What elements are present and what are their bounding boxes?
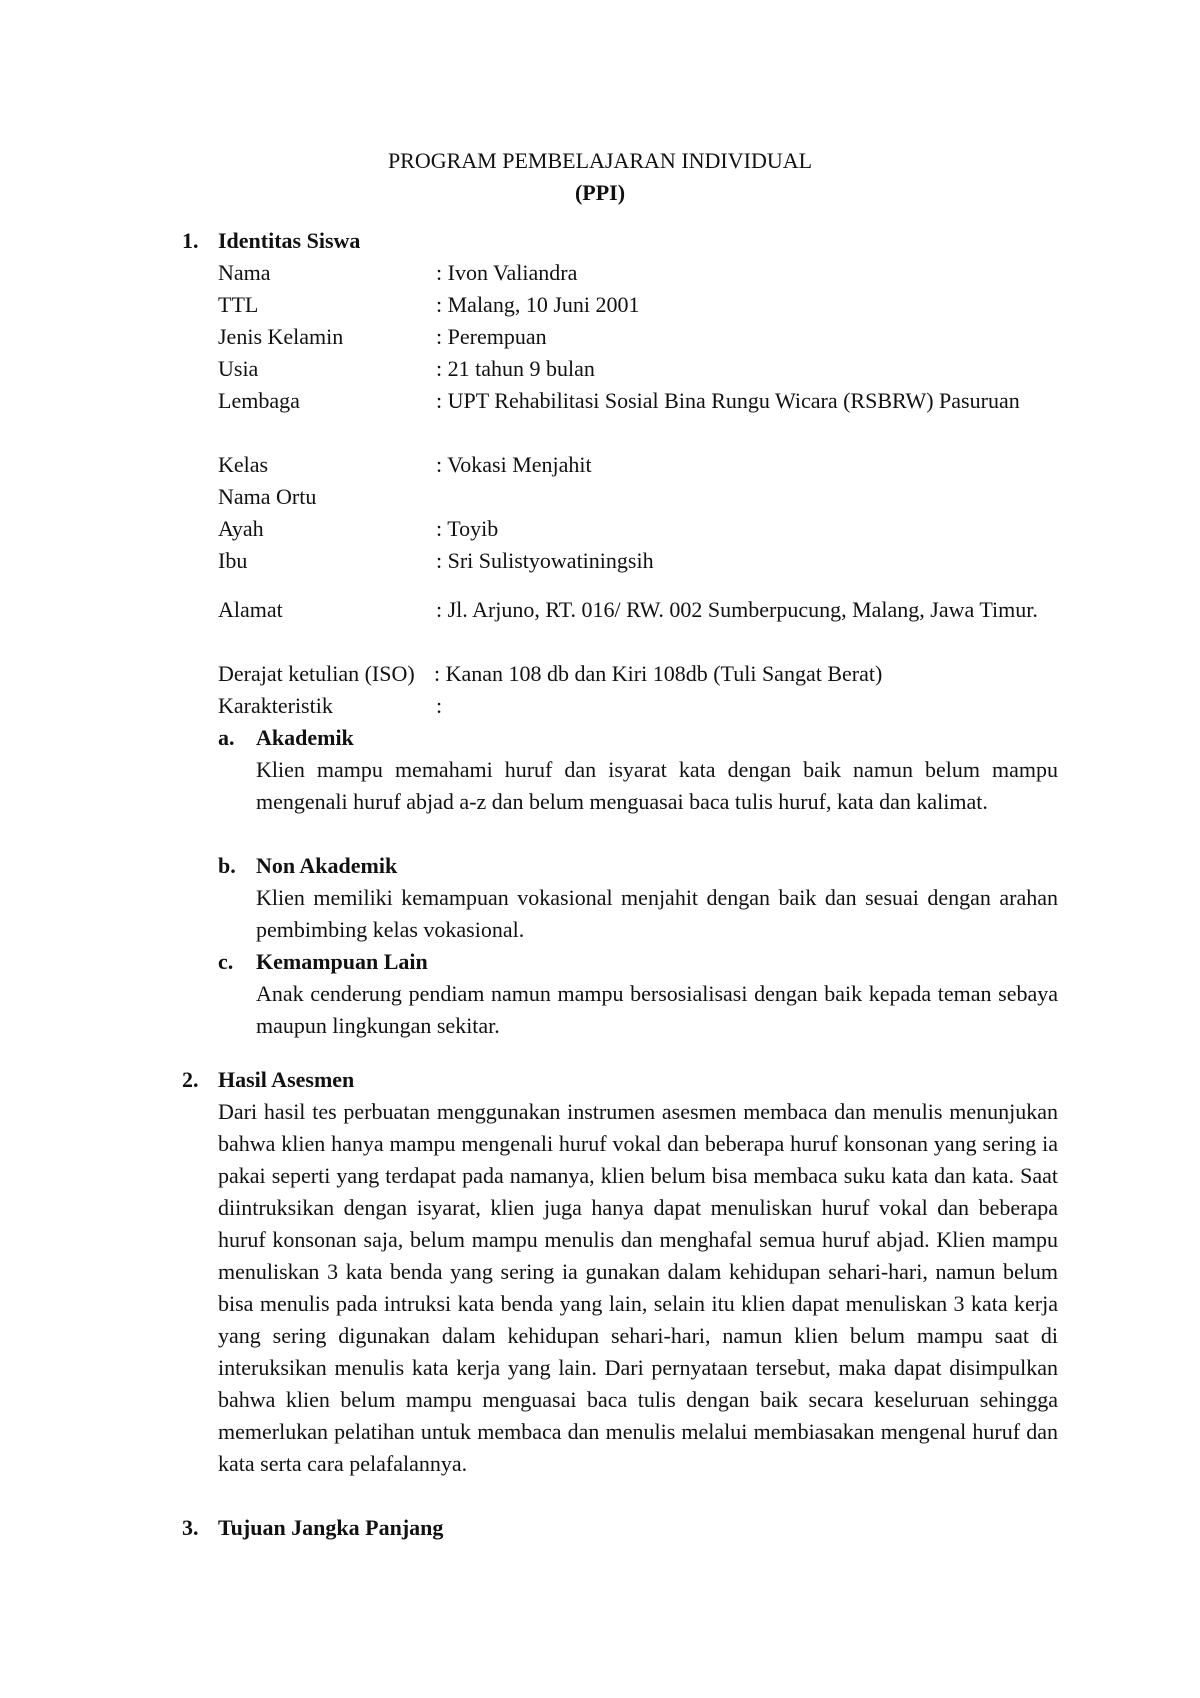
field-value: : UPT Rehabilitasi Sosial Bina Rungu Wicara (RSBRW) Pasuruan: [436, 388, 1020, 413]
field-value: : 21 tahun 9 bulan: [436, 356, 595, 381]
field-value: : Vokasi Menjahit: [436, 452, 592, 477]
field-label: Nama Ortu: [218, 484, 317, 509]
field-label: Kelas: [218, 452, 269, 477]
subsection-letter: b.: [218, 853, 236, 878]
document-title: PROGRAM PEMBELAJARAN INDIVIDUAL: [387, 148, 813, 173]
field-value: : Perempuan: [436, 324, 547, 349]
section-text-hasil-asesmen: Dari hasil tes perbuatan menggunakan instrumen asesmen membaca dan menulis menunjukan bahwa klien hanya mampu mengenali huruf vokal dan beberapa huruf konsonan yang sering ia pakai seperti yang terdapat pada namanya, klien belum bisa membaca suku kata dan kata. Saat diintruksikan dengan isyarat, klien juga hanya dapat menuliskan huruf vokal dan beberapa huruf konsonan saja, belum mampu menulis dan menghafal semua huruf abjad. Klien mampu menuliskan 3 kata benda yang sering ia gunakan dalam kehidupan sehari-hari, namun belum bisa menulis pada intruksi kata benda yang lain, selain itu klien dapat menuliskan 3 kata kerja yang sering digunakan dalam kehidupan sehari-hari, namun klien belum mampu saat di interuksikan menulis kata kerja yang lain. Dari pernyataan tersebut, maka dapat disimpulkan bahwa klien belum mampu menguasai baca tulis dengan baik secara keseluruan sehingga memerlukan pelatihan untuk membaca dan menulis melalui membiasakan mengenal huruf dan kata serta cara pelafalannya.: [218, 1099, 1058, 1476]
subsection-text-akademik: Klien mampu memahami huruf dan isyarat kata dengan baik namun belum mampu mengenali huruf abjad a-z dan belum menguasai baca tulis huruf, kata dan kalimat.: [256, 757, 1058, 814]
field-value: :: [436, 693, 443, 718]
section-title: Tujuan Jangka Panjang: [218, 1515, 444, 1540]
section-title: Identitas Siswa: [218, 228, 361, 253]
subsection-text-non-akademik: Klien memiliki kemampuan vokasional menjahit dengan baik dan sesuai dengan arahan pembimbing kelas vokasional.: [256, 885, 1058, 942]
section-title: Hasil Asesmen: [218, 1067, 355, 1092]
subsection-title: Akademik: [256, 725, 354, 750]
field-value: : Ivon Valiandra: [436, 260, 578, 285]
field-label: TTL: [218, 292, 259, 317]
subsection-title: Non Akademik: [256, 853, 398, 878]
field-label: Jenis Kelamin: [218, 324, 344, 349]
section-heading-tujuan-jangka-panjang: [182, 1512, 443, 1544]
subsection-letter: c.: [218, 949, 234, 974]
field-label: Usia: [218, 356, 259, 381]
subsection-heading-akademik: [218, 722, 354, 754]
field-label: Karakteristik: [218, 693, 333, 718]
subsection-heading-kemampuan-lain: [218, 946, 428, 978]
section-number: 1.: [182, 228, 199, 253]
field-label: Lembaga: [218, 388, 300, 413]
field-value: : Kanan 108 db dan Kiri 108db (Tuli Sangat Berat): [434, 661, 883, 686]
field-label: Ayah: [218, 516, 264, 541]
field-label: Derajat ketulian (ISO): [218, 661, 415, 686]
section-number: 3.: [182, 1515, 199, 1540]
section-heading-hasil-asesmen: [182, 1064, 354, 1096]
field-value: : Malang, 10 Juni 2001: [436, 292, 640, 317]
field-value: : Sri Sulistyowatiningsih: [436, 548, 654, 573]
document-subtitle: (PPI): [574, 180, 626, 205]
field-label: Ibu: [218, 548, 248, 573]
field-value: : Toyib: [436, 516, 499, 541]
subsection-text-kemampuan-lain: Anak cenderung pendiam namun mampu bersosialisasi dengan baik kepada teman sebaya maupun lingkungan sekitar.: [256, 981, 1058, 1038]
field-value: : Jl. Arjuno, RT. 016/ RW. 002 Sumberpucung, Malang, Jawa Timur.: [436, 597, 1038, 622]
subsection-heading-non-akademik: [218, 850, 397, 882]
subsection-title: Kemampuan Lain: [256, 949, 428, 974]
field-label: Alamat: [218, 597, 283, 622]
section-number: 2.: [182, 1067, 199, 1092]
field-label: Nama: [218, 260, 271, 285]
section-heading-identitas: [182, 225, 360, 257]
subsection-letter: a.: [218, 725, 235, 750]
